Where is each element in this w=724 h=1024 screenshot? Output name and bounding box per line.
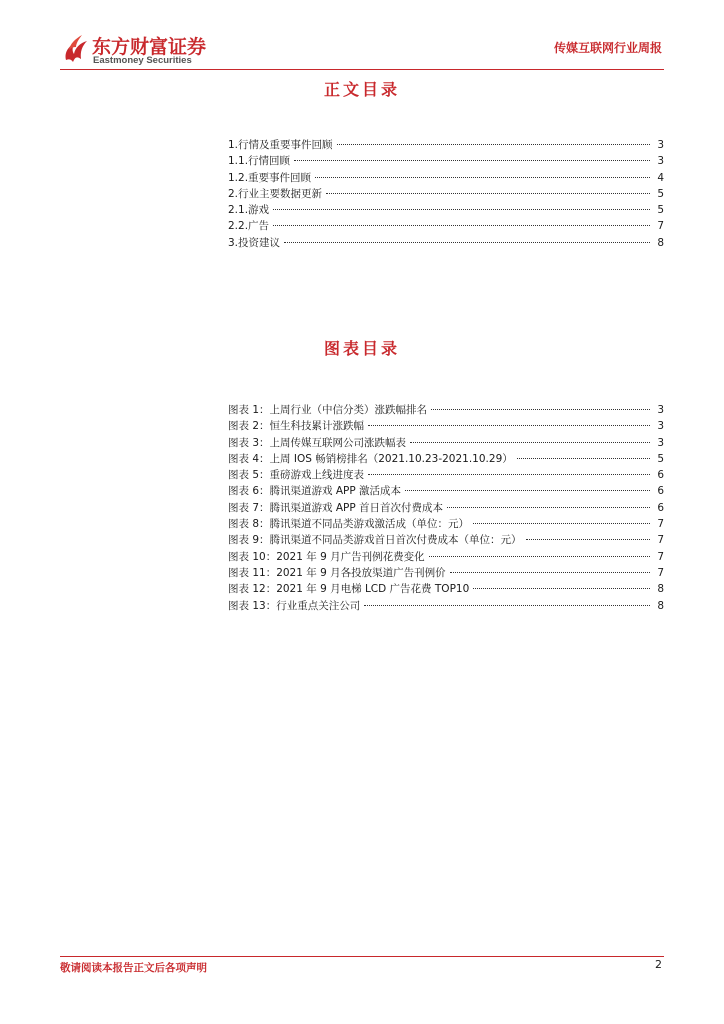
- dot-leader: [364, 605, 650, 606]
- figures-toc-title: 图表目录: [323, 339, 400, 358]
- figure-entry-page: 3: [657, 404, 664, 416]
- figure-entry[interactable]: [228, 402, 664, 418]
- figure-entry[interactable]: [228, 581, 664, 597]
- figure-entry[interactable]: [228, 565, 664, 581]
- figure-entry-page: 8: [657, 599, 664, 612]
- dot-leader: [368, 474, 650, 475]
- figure-entry-page: 6: [657, 501, 664, 514]
- toc-entry-label: 2.行业主要数据更新: [228, 187, 323, 200]
- figure-entry-page: 6: [657, 469, 664, 482]
- footer-disclaimer: 敬请阅读本报告正文后各项声明: [60, 962, 207, 974]
- toc-entry-label: 1.1.行情回顾: [228, 155, 291, 168]
- figure-entry[interactable]: [228, 500, 664, 516]
- figure-entry[interactable]: [228, 435, 664, 451]
- figure-entry-page: 5: [657, 452, 664, 465]
- dot-leader: [273, 209, 650, 210]
- figure-entry-page: 7: [657, 518, 664, 531]
- dot-leader: [326, 193, 650, 194]
- toc-entry[interactable]: [228, 218, 664, 234]
- dot-leader: [447, 507, 650, 508]
- figure-entry-label: 图表 12：2021 年 9 月电梯 LCD 广告花费 TOP10: [228, 583, 470, 596]
- dot-leader: [473, 523, 650, 524]
- dot-leader: [526, 539, 650, 540]
- figure-entry-label: 图表 10：2021 年 9 月广告刊例花费变化: [228, 550, 425, 563]
- dot-leader: [294, 160, 650, 161]
- figure-entry-label: 图表 1：上周行业（中信分类）涨跌幅排名: [228, 404, 428, 416]
- figure-entry-label: 图表 6：腾讯渠道游戏 APP 激活成本: [228, 485, 402, 498]
- toc-entry[interactable]: [228, 153, 664, 169]
- figure-entry-page: 7: [657, 550, 664, 563]
- figure-entry-label: 图表 5：重磅游戏上线进度表: [228, 469, 365, 482]
- report-type: 传媒互联网行业周报: [553, 41, 662, 55]
- toc-entry-label: 1.行情及重要事件回顾: [228, 139, 333, 151]
- figure-entry-label: 图表 3：上周传媒互联网公司涨跌幅表: [228, 436, 407, 449]
- toc-title: 正文目录: [323, 80, 400, 99]
- dot-leader: [450, 572, 650, 573]
- toc-entry-label: 1.2.重要事件回顾: [228, 171, 312, 184]
- toc-entry[interactable]: [228, 170, 664, 186]
- figure-entry[interactable]: [228, 549, 664, 565]
- toc-entry-label: 3.投资建议: [228, 236, 281, 249]
- figure-entry-label: 图表 11：2021 年 9 月各投放渠道广告刊例价: [228, 566, 446, 579]
- figure-entry[interactable]: [228, 532, 664, 548]
- toc-entry-page: 5: [657, 204, 664, 217]
- figure-entry-label: 图表 4：上周 IOS 畅销榜排名（2021.10.23-2021.10.29）: [228, 452, 513, 465]
- dot-leader: [431, 409, 650, 410]
- page-number: 2: [655, 958, 662, 971]
- dot-leader: [284, 242, 650, 243]
- figure-entry[interactable]: [228, 467, 664, 483]
- brand-name-en: Eastmoney Securities: [93, 55, 192, 66]
- dot-leader: [368, 425, 650, 426]
- dot-leader: [315, 177, 650, 178]
- dot-leader: [429, 556, 650, 557]
- toc-entry[interactable]: [228, 235, 664, 251]
- figure-entry[interactable]: [228, 451, 664, 467]
- figure-entry-page: 3: [657, 420, 664, 433]
- toc-entry-page: 4: [657, 171, 664, 184]
- figure-entry-page: 7: [657, 566, 664, 579]
- figure-entry-label: 图表 2：恒生科技累计涨跌幅: [228, 420, 365, 433]
- figure-entry-label: 图表 7：腾讯渠道游戏 APP 首日首次付费成本: [228, 501, 444, 514]
- figure-entry-page: 7: [657, 534, 664, 547]
- figure-entry[interactable]: [228, 598, 664, 614]
- toc-entry[interactable]: [228, 137, 664, 153]
- toc-entry-label: 2.1.游戏: [228, 204, 270, 217]
- toc-entry-page: 8: [657, 236, 664, 249]
- figure-entry-page: 8: [657, 583, 664, 596]
- figures-toc-list: [228, 402, 664, 614]
- dot-leader: [273, 225, 650, 226]
- dot-leader: [517, 458, 650, 459]
- figure-entry-label: 图表 13：行业重点关注公司: [228, 599, 361, 612]
- toc-entry-page: 7: [657, 220, 664, 233]
- toc-list: [228, 137, 664, 251]
- dot-leader: [405, 490, 650, 491]
- figure-entry[interactable]: [228, 483, 664, 499]
- brand-name-cn: 东方财富证券: [92, 36, 207, 58]
- dot-leader: [473, 588, 650, 589]
- page-header: [0, 0, 724, 75]
- figure-entry-label: 图表 9：腾讯渠道不同品类游戏首日首次付费成本（单位：元）: [228, 534, 522, 547]
- figure-entry[interactable]: [228, 516, 664, 532]
- toc-entry-page: 3: [657, 139, 664, 151]
- eastmoney-flame-icon: [60, 32, 90, 64]
- eastmoney-logo: [60, 30, 220, 72]
- figure-entry-label: 图表 8：腾讯渠道不同品类游戏激活成（单位：元）: [228, 518, 470, 531]
- figure-entry-page: 3: [657, 436, 664, 449]
- figure-entry-page: 6: [657, 485, 664, 498]
- toc-entry-page: 3: [657, 155, 664, 168]
- toc-entry[interactable]: [228, 202, 664, 218]
- toc-entry[interactable]: [228, 186, 664, 202]
- figure-entry[interactable]: [228, 418, 664, 434]
- dot-leader: [410, 442, 650, 443]
- toc-entry-page: 5: [657, 187, 664, 200]
- dot-leader: [337, 144, 650, 145]
- toc-entry-label: 2.2.广告: [228, 220, 270, 233]
- footer-divider: [60, 956, 664, 957]
- header-divider: [60, 69, 664, 70]
